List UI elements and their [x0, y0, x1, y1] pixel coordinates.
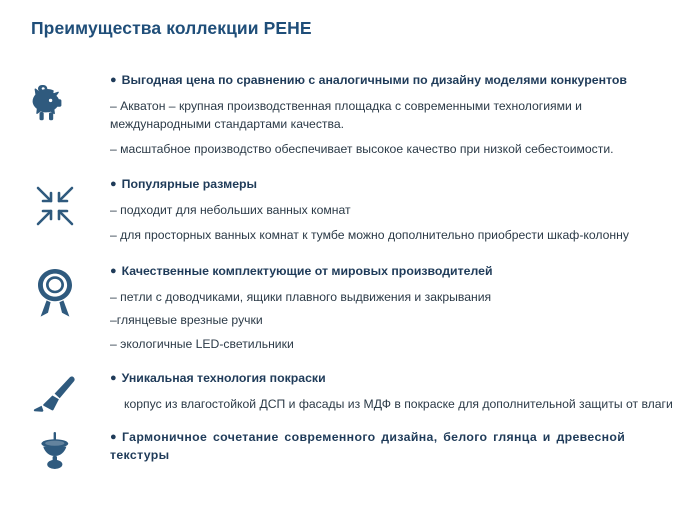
benefit-line: – подходит для небольших ванных комнат: [110, 202, 351, 217]
benefit-line: – экологичные LED-светильники: [110, 336, 294, 351]
arrows-inward-icon: [32, 184, 78, 228]
benefit-line: –глянцевые врезные ручки: [110, 313, 263, 328]
piggy-bank-icon: [28, 76, 82, 126]
benefit-heading: [110, 72, 680, 90]
benefit-heading: [110, 428, 630, 465]
bullet-icon: ●: [110, 74, 117, 86]
benefit-icon-cell: [0, 176, 110, 228]
benefit-text-cell: [110, 72, 690, 166]
benefit-icon-cell: [0, 72, 110, 126]
benefits-list: [0, 72, 690, 474]
benefit-icon-cell: [0, 263, 110, 319]
bullet-icon: ●: [110, 265, 117, 278]
list-item: [0, 72, 690, 166]
bullet-icon: ●: [110, 177, 117, 190]
benefit-heading-text: Гармоничное сочетание современного дизайна, белого глянца и древесной текстуры: [110, 429, 626, 463]
benefit-icon-cell: [0, 428, 110, 474]
list-item: [0, 428, 690, 474]
bullet-icon: ●: [110, 371, 117, 384]
list-item: [0, 370, 690, 420]
ceiling-lamp-icon: [33, 430, 77, 474]
list-item: [0, 176, 690, 251]
benefit-text-cell: [110, 263, 690, 360]
benefit-line: – для просторных ванных комнат к тумбе можно дополнительно приобрести шкаф-колонну: [110, 227, 629, 242]
benefit-line: – петли с доводчиками, ящики плавного выдвижения и закрывания: [110, 289, 492, 304]
page-title: Преимущества коллекции РЕНЕ: [31, 18, 312, 38]
benefit-heading-text: Качественные комплектующие от мировых производителей: [121, 264, 493, 279]
benefit-text-cell: [110, 370, 690, 420]
benefit-icon-cell: [0, 370, 110, 412]
benefit-text-cell: [110, 176, 690, 251]
bullet-icon: ●: [110, 430, 117, 443]
benefit-line: корпус из влагостойкой ДСП и фасады из МДФ в покраске для дополнительной защиты от влаги: [124, 396, 673, 411]
benefit-line: – Акватон – крупная производственная площадка с современными технологиями и международными стандартами качества.: [110, 98, 582, 132]
benefit-heading-text: Уникальная технология покраски: [121, 370, 326, 385]
benefit-text-cell: [110, 428, 690, 472]
benefit-line: – масштабное производство обеспечивает высокое качество при низкой себестоимости.: [110, 142, 614, 157]
list-item: [0, 263, 690, 360]
benefit-heading: [110, 176, 680, 194]
benefit-heading-text: Популярные размеры: [121, 176, 258, 191]
paint-brush-icon: [29, 374, 81, 412]
benefit-heading: [110, 370, 680, 388]
award-rosette-icon: [32, 267, 78, 319]
benefit-heading: [110, 263, 680, 281]
benefit-heading-text: Выгодная цена по сравнению с аналогичными по дизайну моделями конкурентов: [121, 73, 627, 87]
